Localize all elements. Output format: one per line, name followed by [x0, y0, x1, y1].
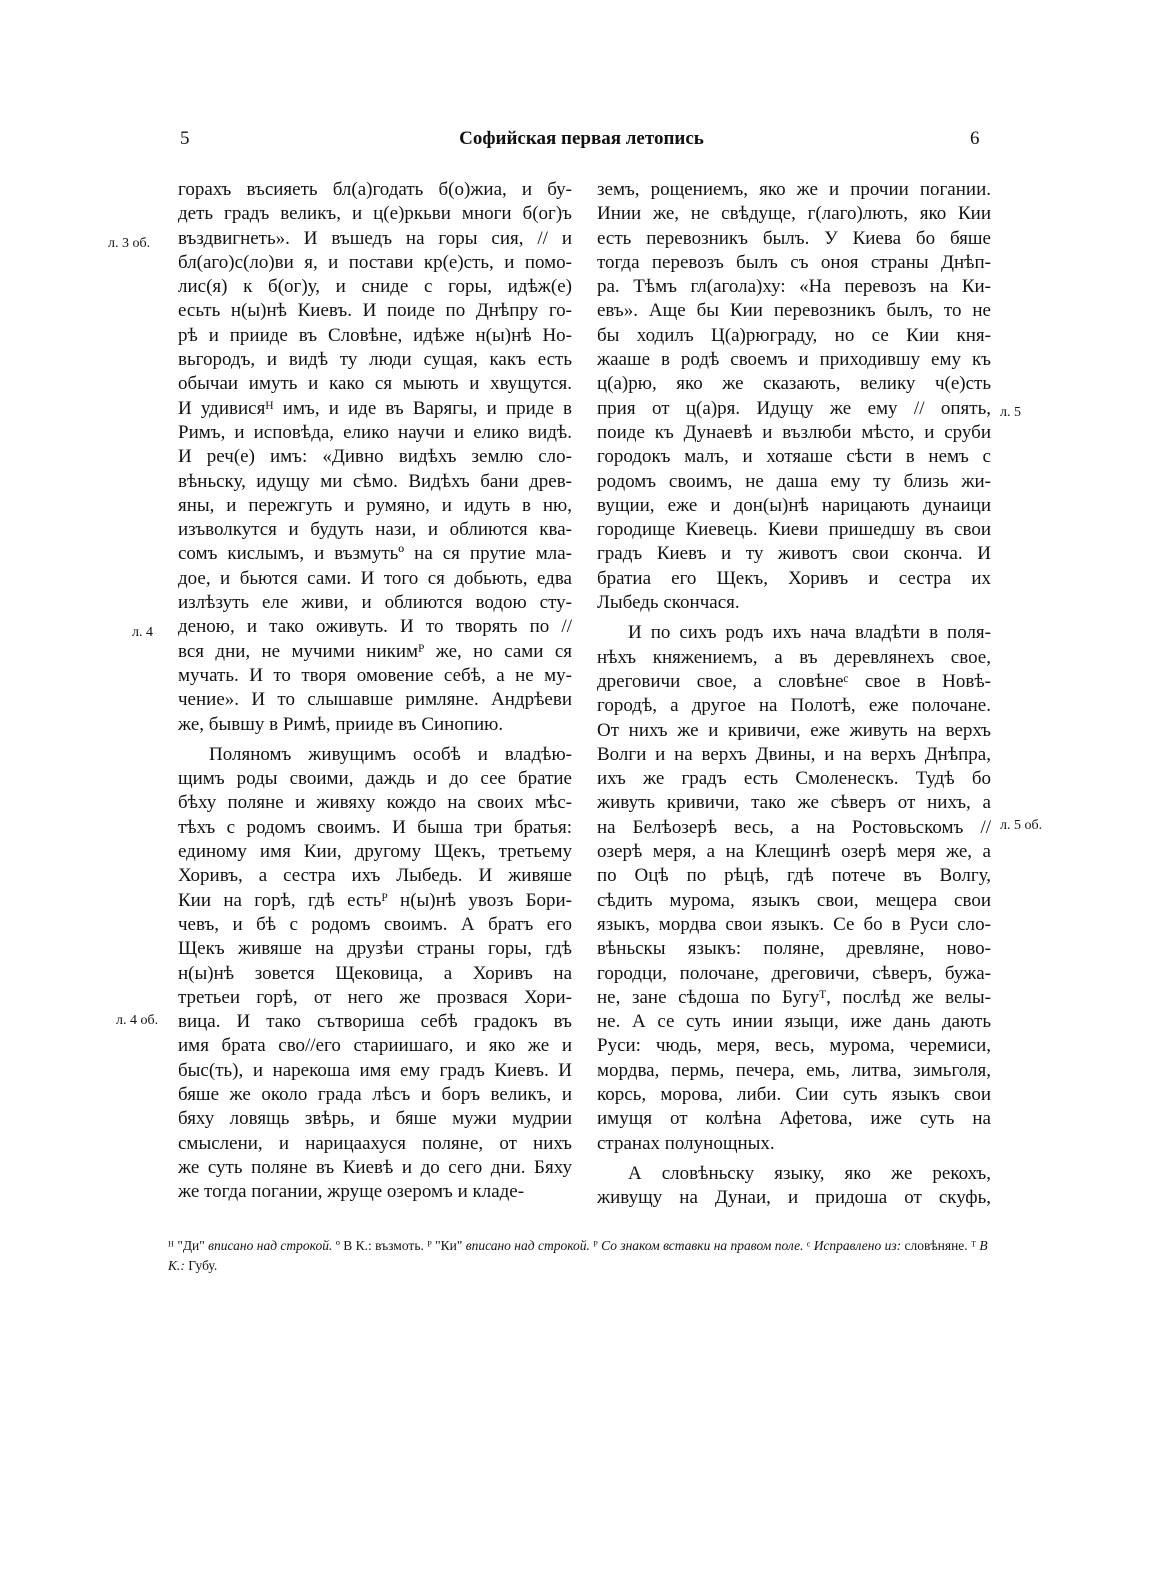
footnote-text: вписано над строкой.	[204, 1238, 333, 1253]
footnote-text: В К.:	[168, 1238, 988, 1273]
text-line: И реч(е) имъ: «Дивно видѣхъ землю сло-	[178, 446, 572, 468]
text-line: дое, и бьются сами. И того ся добьють, едва	[178, 567, 572, 589]
text-line: въздвигнеть». И въшедъ на горы сия, // и	[178, 227, 572, 249]
text-line: н(ы)нѣ зовется Щековица, а Хоривъ на	[178, 962, 572, 984]
text-line: есьть н(ы)нѣ Киевъ. И поиде по Днѣпру го-	[178, 300, 572, 322]
text-line: А словѣньску языку, яко же рекохъ,	[628, 1162, 991, 1184]
text-line: земъ, рощениемъ, яко же и прочии погании.	[597, 179, 991, 200]
text-line: излѣзуть еле живи, и облиются водою сту-	[178, 592, 572, 614]
left-column	[178, 178, 572, 1204]
footnotes	[168, 1236, 998, 1276]
text-line: лис(я) к б(ог)у, и сниде с горы, идѣж(е)	[178, 276, 572, 298]
text-line: вѣньску, идущу ми сѣмо. Видѣхъ бани древ-	[178, 470, 572, 492]
text-line: по Оцѣ по рѣцѣ, гдѣ потече въ Волгу,	[597, 865, 991, 887]
text-line: же суть поляне въ Киевѣ и до сего дни. Бяху	[178, 1156, 572, 1178]
text-line: третьеи горѣ, от него же прозвася Хори-	[178, 986, 572, 1008]
page-number-left: 5	[180, 128, 190, 149]
text-line: бѣху поляне и живяху кождо на своих мѣс-	[178, 792, 572, 814]
text-line: братиа его Щекъ, Хоривъ и сестра их	[597, 567, 991, 589]
text-line: имущя от колѣна Афетова, иже суть на	[597, 1108, 991, 1130]
text-line: городѣ, а другое на Полотѣ, еже полочане.	[597, 695, 991, 717]
text-line: же, бывшу в Римѣ, прииде въ Синопию.	[178, 713, 504, 735]
footnote-text: Со знаком вставки на правом поле.	[597, 1238, 804, 1253]
text-line: ц(а)рю, яко же сказають, велику ч(е)сть	[597, 373, 991, 395]
text-line: Кии на горѣ, гдѣ естьᴾ н(ы)нѣ увозъ Бори-	[178, 889, 572, 911]
text-line: сомъ кислымъ, и възмутьº на ся прутие мла-	[178, 543, 572, 565]
footnote-word: Губу.	[184, 1258, 218, 1273]
text-line: Лыбедь скончася.	[597, 592, 740, 614]
text-line: есть перевозникъ былъ. У Киева бо бяше	[597, 227, 991, 249]
text-line: вьгородъ, и видѣ ту люди сущая, какъ есть	[178, 349, 572, 371]
text-line: родомъ своимъ, не даша ему ту близь жи-	[597, 470, 991, 492]
text-line: Римъ, и исповѣда, елико научи и елико видѣ.	[178, 421, 572, 443]
text-line: обычаи имуть и како ся мыють и хвущутся.	[178, 373, 572, 395]
text-line: горахъ въсияеть бл(а)годать б(о)жиа, и бу-	[178, 179, 572, 200]
text-line: бяше же около града лѣсъ и боръ великъ, и	[178, 1083, 572, 1105]
margin-note-folio-3v: л. 3 об.	[108, 236, 151, 251]
text-line: единому имя Кии, другому Щекъ, третьему	[178, 841, 572, 863]
text-line: вица. И тако сътвориша себѣ градокъ въ	[178, 1011, 572, 1033]
text-line: имя брата сво//его стариишаго, и яко же и	[178, 1035, 572, 1057]
text-line: бяху ловящь звѣрь, и бяше мужи мудрии	[178, 1108, 572, 1130]
page-number-right: 6	[970, 128, 980, 149]
text-line: языкъ, мордва свои языкъ. Се бо в Руси сло-	[597, 913, 991, 935]
text-line: вущии, еже и дон(ы)нѣ нарицають дунаици	[597, 494, 991, 516]
right-column	[597, 178, 991, 1210]
footnote-mark: ᶜ	[803, 1238, 811, 1253]
text-line: От нихъ же и кривичи, еже живуть на верхъ	[597, 719, 991, 741]
text-line: Щекъ живяше на друзѣи страны горы, гдѣ	[178, 938, 572, 960]
margin-note-folio-4: л. 4	[132, 625, 153, 640]
text-line: Инии же, не свѣдуще, г(лаго)лють, яко Кии	[597, 203, 991, 225]
margin-note-folio-5v: л. 5 об.	[1000, 818, 1043, 833]
text-line: жааше в родѣ своемъ и приходившу ему къ	[597, 349, 991, 371]
text-line: Хоривъ, а сестра ихъ Лыбедь. И живяше	[178, 865, 572, 887]
text-line: живущу на Дунаи, и придоша от скуфь,	[597, 1187, 991, 1209]
footnote-mark: ᴾ	[589, 1238, 598, 1253]
text-line: И удивисяᴴ имъ, и иде въ Варягы, и приде в	[178, 397, 572, 419]
text-line: быс(ть), и нарекоша имя ему градъ Киевъ. И	[178, 1059, 572, 1081]
footnote-mark: ᵀ	[967, 1238, 976, 1253]
footnote-quote: "Ки"	[431, 1238, 463, 1253]
text-line: Волги и на верхъ Двины, и на верхъ Днѣпра,	[597, 743, 991, 765]
running-title: Софийская первая летопись	[459, 128, 704, 149]
text-line: же тогда погании, жруще озеромъ и кладе-	[178, 1181, 525, 1203]
text-line: на Белѣозерѣ весь, а на Ростовьскомъ //	[597, 816, 991, 838]
footnote-text: В К.: възмоть.	[339, 1238, 424, 1253]
text-line: чевъ, и бѣ с родомъ своимъ. А братъ его	[178, 913, 572, 935]
text-line: вся дни, не мучими никимᴾ же, но сами ся	[178, 640, 572, 662]
text-line: странах полунощных.	[597, 1132, 775, 1154]
text-line: Руси: чюдь, меря, весь, мурома, черемиси,	[597, 1035, 991, 1057]
text-line: бы ходилъ Ц(а)рюграду, но се Кии кня-	[597, 324, 991, 346]
footnote-quote: "Ди"	[173, 1238, 205, 1253]
text-line: не, зане сѣдоша по Бугуᵀ, послѣд же велы-	[597, 986, 991, 1008]
text-line: мучать. И то творя омовение себѣ, а не му-	[178, 664, 572, 686]
footnote-text: Исправлено из:	[810, 1238, 902, 1253]
footnote-mark: ᴾ	[423, 1238, 432, 1253]
text-line: бл(аго)с(ло)ви я, и постави кр(е)сть, и помо-	[178, 251, 572, 273]
text-line: смыслени, и нарицаахуся поляне, от нихъ	[178, 1132, 572, 1154]
text-line: яны, и пережгуть и румяно, и идуть в ню,	[178, 494, 572, 516]
text-line: ихъ же градъ есть Смоленескъ. Тудѣ бо	[597, 768, 991, 790]
footnote-word: словѣняне.	[901, 1238, 968, 1253]
text-line: рѣ и прииде въ Словѣне, идѣже н(ы)нѣ Но-	[178, 324, 572, 346]
text-line: поиде къ Дунаевѣ и възлюби мѣсто, и сруби	[597, 421, 991, 443]
text-line: тогда перевозъ былъ съ оноя страны Днѣп-	[597, 251, 991, 273]
text-line: вѣньскы языкъ: поляне, древляне, ново-	[597, 938, 991, 960]
text-line: Поляномъ живущимъ особѣ и владѣю-	[209, 743, 572, 765]
text-line: городци, полочане, дреговичи, сѣверъ, бужа-	[597, 962, 991, 984]
text-line: тѣхъ с родомъ своимъ. И быша три братья:	[178, 816, 572, 838]
text-line: мордва, пермь, печера, емь, литва, зимьголя,	[597, 1059, 991, 1081]
text-line: городище Киевець. Киеви пришедшу въ свои	[597, 519, 991, 541]
text-line: прия от ц(а)ря. Идущу же ему // опять,	[597, 397, 991, 419]
text-line: дреговичи свое, а словѣнеᶜ свое в Новѣ-	[597, 670, 991, 692]
margin-note-folio-4v: л. 4 об.	[116, 1013, 159, 1028]
text-line: городокъ малъ, и хотяаше сѣсти в немъ с	[597, 446, 991, 468]
text-line: градъ Киевъ и ту животъ свои скончa. И	[597, 543, 991, 565]
text-line: не. А се суть инии языци, иже дань дають	[597, 1011, 991, 1033]
margin-note-folio-5: л. 5	[1000, 405, 1021, 420]
text-line: И по сихъ родъ ихъ нача владѣти в поля-	[628, 622, 991, 644]
text-line: евъ». Аще бы Кии перевозникъ былъ, то не	[597, 300, 991, 322]
text-line: изъволкутся и будуть нази, и облиются ква-	[178, 519, 572, 541]
text-line: озерѣ меря, а на Клещинѣ озерѣ меря же, а	[597, 841, 991, 863]
text-line: нѣхъ княжениемъ, а въ деревлянехъ свое,	[597, 646, 991, 668]
footnote-mark: ᴴ	[168, 1238, 174, 1253]
text-line: чение». И то слышавше римляне. Андрѣеви	[178, 689, 572, 711]
text-line: сѣдить мурома, языкъ свои, мещера свои	[597, 889, 991, 911]
footnote-mark: º	[332, 1238, 340, 1253]
text-line: деть градъ великъ, и ц(е)ркьви многи б(ог)ъ	[178, 203, 572, 225]
text-line: ра. Тѣмъ гл(агола)ху: «На перевозъ на Ки-	[597, 276, 991, 298]
text-line: щимъ роды своими, даждь и до сее братие	[178, 768, 572, 790]
text-line: деною, и тако оживуть. И то творять по //	[178, 616, 572, 638]
text-line: живуть кривичи, тако же сѣверъ от нихъ, а	[597, 792, 991, 814]
text-line: корсь, морова, либи. Сии суть языкъ свои	[597, 1083, 991, 1105]
footnote-text: вписано над строкой.	[462, 1238, 590, 1253]
